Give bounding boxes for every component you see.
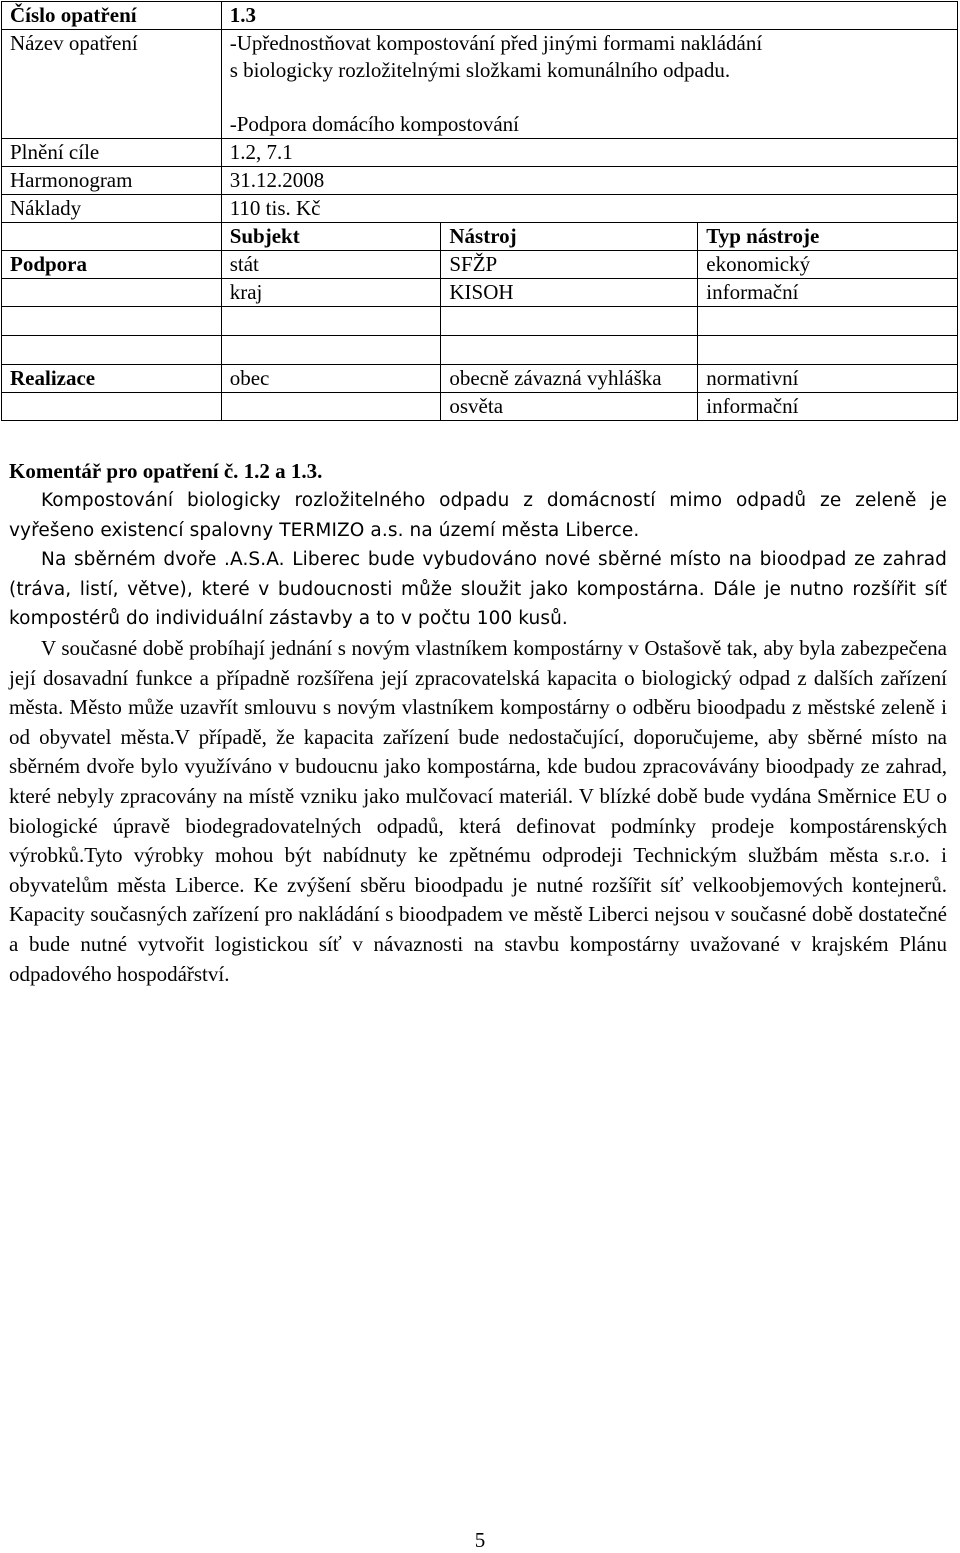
nazev-line-1: -Upřednostňovat kompostování před jinými formami nakládání <box>229 31 763 55</box>
comment-section <box>9 457 947 989</box>
row-podpora-1 <box>2 251 958 279</box>
row-realizace-1 <box>2 365 958 393</box>
cislo-label: Číslo opatření <box>2 2 222 30</box>
nazev-line-2: s biologicky rozložitelnými složkami komunálního odpadu. <box>229 58 731 82</box>
podpora-nastroj: SFŽP <box>441 251 698 279</box>
plneni-label: Plnění cíle <box>2 139 222 167</box>
realizace-nastroj: osvěta <box>441 393 698 421</box>
row-harmonogram <box>2 167 958 195</box>
podpora-subjekt: kraj <box>221 279 441 307</box>
page-number: 5 <box>474 1528 486 1552</box>
row-realizace-2 <box>2 393 958 421</box>
plneni-value: 1.2, 7.1 <box>221 139 957 167</box>
realizace-typ: normativní <box>698 365 958 393</box>
nazev-value <box>221 30 957 139</box>
realizace-nastroj: obecně závazná vyhláška <box>441 365 698 393</box>
row-podpora-2 <box>2 279 958 307</box>
header-subjekt: Subjekt <box>221 223 441 251</box>
realizace-subjekt: obec <box>221 365 441 393</box>
realizace-subjekt <box>221 393 441 421</box>
row-nazev <box>2 30 958 139</box>
comment-paragraph-1: Kompostování biologicky rozložitelného odpadu z domácností mimo odpadů ze zeleně je vyřešeno existencí spalovny TERMIZO a.s. na území města Liberce. <box>9 490 947 541</box>
comment-heading: Komentář pro opatření č. 1.2 a 1.3. <box>9 459 323 483</box>
measure-table <box>1 1 958 421</box>
row-cislo <box>2 2 958 30</box>
realizace-typ: informační <box>698 393 958 421</box>
podpora-typ: ekonomický <box>698 251 958 279</box>
row-naklady <box>2 195 958 223</box>
nazev-line-gap <box>230 84 949 111</box>
header-typ-nastroje: Typ nástroje <box>698 223 958 251</box>
comment-paragraph-3: V současné době probíhají jednání s novým vlastníkem kompostárny v Ostašově tak, aby byla zabezpečena její dosavadní funkce a případně rozšířena její zpracovatelská kapacita o biologický odpad z dalších zařízení města. Město může uzavřít smlouvu s novým vlastníkem kompostárny o odběru bioodpadu z městské zeleně i od obyvatel města.V případě, že kapacita zařízení bude nedostačující, doporučujeme, aby sběrné místo na sběrném dvoře bylo využíváno v budoucnu jako kompostárna, kde budou zpracovávány bioodpady ze zahrad, které nebyly zpracovány na místě vzniku jako mulčovací materiál. V blízké době bude vydána Směrnice EU o biologické úpravě biodegradovatelných odpadů, která definovat podmínky prodeje kompostárenských výrobků.Tyto výrobky mohou být nabídnuty ke zpětnému odprodeji Technickým službám města s.r.o. i obyvatelům města Liberce. Ke zvýšení sběru bioodpadu je nutné rozšířit síť velkoobjemových kontejnerů. Kapacity současných zařízení pro nakládání s bioodpadem ve městě Liberci nejsou v současné době dostatečné a bude nutné vytvořit logistickou síť v návaznosti na stavbu kompostárny uvažované v krajském Plánu odpadového hospodářství. <box>9 635 947 986</box>
harmonogram-value: 31.12.2008 <box>221 167 957 195</box>
row-empty-2 <box>2 336 958 365</box>
podpora-typ: informační <box>698 279 958 307</box>
row-plneni <box>2 139 958 167</box>
podpora-subjekt: stát <box>221 251 441 279</box>
podpora-label: Podpora <box>2 251 222 279</box>
naklady-value: 110 tis. Kč <box>221 195 957 223</box>
nazev-line-3: -Podpora domácího kompostování <box>229 112 519 136</box>
header-nastroj: Nástroj <box>441 223 698 251</box>
comment-paragraph-2: Na sběrném dvoře .A.S.A. Liberec bude vybudováno nové sběrné místo na bioodpad ze zahrad (tráva, listí, větve), které v budoucnosti může sloužit jako kompostárna. Dále je nutno rozšířit síť kompostérů do individuální zástavby a to v počtu 100 kusů. <box>9 549 947 630</box>
harmonogram-label: Harmonogram <box>2 167 222 195</box>
row-headers <box>2 223 958 251</box>
naklady-label: Náklady <box>2 195 222 223</box>
podpora-nastroj: KISOH <box>441 279 698 307</box>
cislo-value: 1.3 <box>221 2 957 30</box>
realizace-label: Realizace <box>2 365 222 393</box>
nazev-label: Název opatření <box>2 30 222 139</box>
row-empty-1 <box>2 307 958 336</box>
